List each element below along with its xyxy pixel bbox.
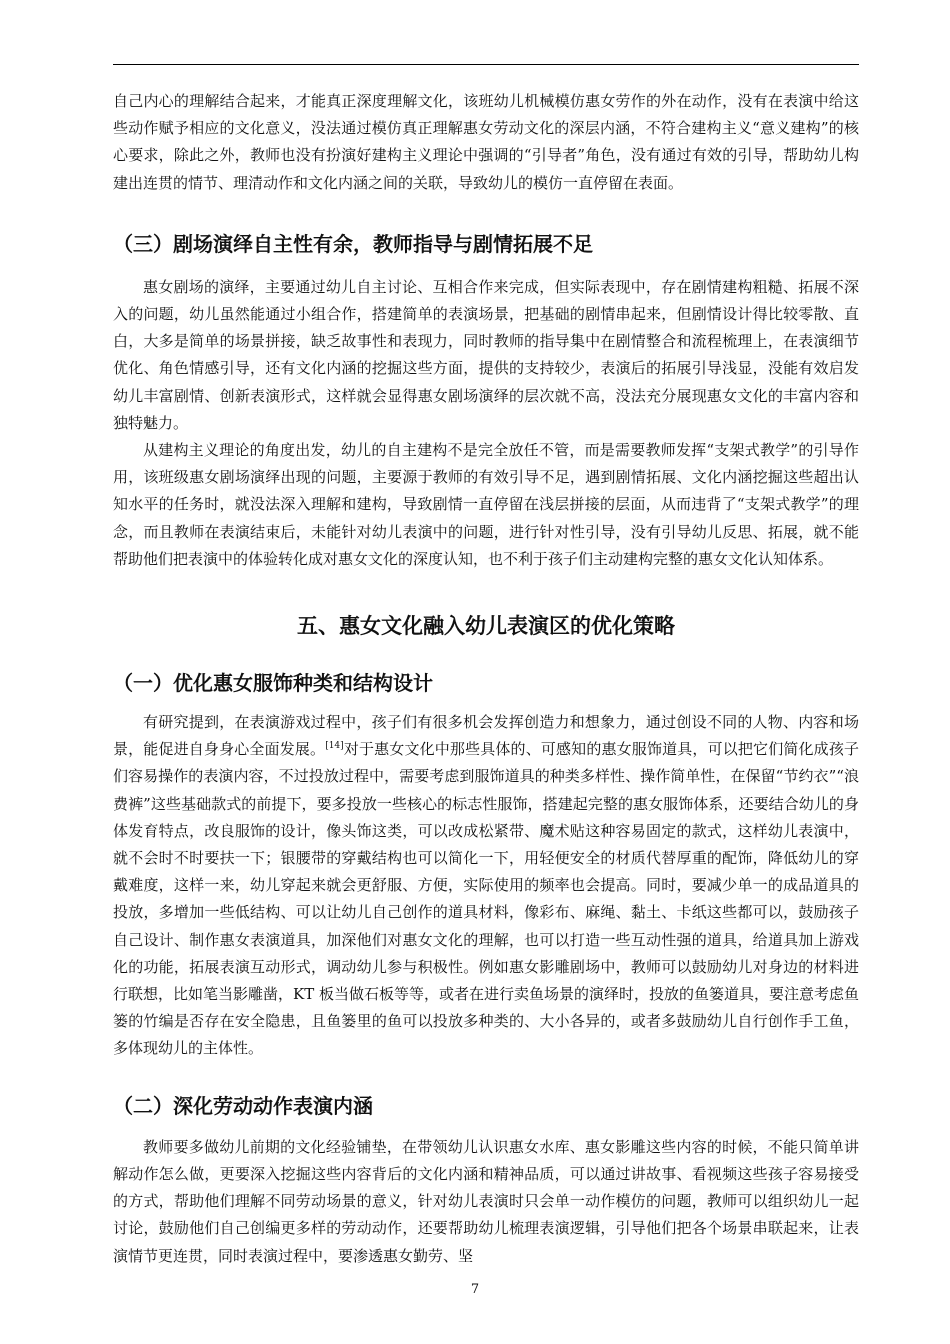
citation-marker: [14] bbox=[325, 741, 344, 752]
section-heading-five: 五、惠女文化融入幼儿表演区的优化策略 bbox=[297, 614, 675, 639]
paragraph-costume-body: 对于惠女文化中那些具体的、可感知的惠女服饰道具，可以把它们简化成孩子们容易操作的表演内容，不过投放过程中，需要考虑到服饰道具的种类多样性、操作简单性，在保留“节约衣”“浪费裤”这些基础款式的前提下，要多投放一些核心的标志性服饰，搭建起完整的惠女服饰体系，还要结合幼儿的身体发育特点，改良服饰的设计，像头饰这类，可以改成松紧带、魔术贴这种容易固定的款式，这样幼儿表演中，就不会时不时要扶一下；银腰带的穿戴结构也可以简化一下，用轻便安全的材质代替厚重的配饰，降低幼儿的穿戴难度，这样一来，幼儿穿起来就会更舒服、方便，实际使用的频率也会提高。同时，要减少单一的成品道具的投放，多增加一些低结构、可以让幼儿自己创作的道具材料，像彩布、麻绳、黏土、卡纸这些都可以，鼓励孩子自己设计、制作惠女表演道具，加深他们对惠女文化的理解，也可以打造一些互动性强的道具，给道具加上游戏化的功能，拓展表演互动形式，调动幼儿参与积极性。例如惠女影雕剧场中，教师可以鼓励幼儿对身边的材料进行联想，比如笔当影雕凿，KT 板当做石板等等，或者在进行卖鱼场景的演绎时，投放的鱼篓道具，要注意考虑鱼篓的竹编是否存在安全隐患，且鱼篓里的鱼可以投放多种类的、大小各异的，或者多鼓励幼儿自行创作手工鱼，多体现幼儿的主体性。 bbox=[113, 740, 859, 1058]
paragraph-continued: 自己内心的理解结合起来，才能真正深度理解文化，该班幼儿机械模仿惠女劳作的外在动作，没有在表演中给这些动作赋予相应的文化意义，没法通过模仿真正理解惠女劳动文化的深层内涵，不符合建构主义“意义建构”的核心要求，除此之外，教师也没有扮演好建构主义理论中强调的“引导者”角色，没有通过有效的引导，帮助幼儿构建出连贯的情节、理清动作和文化内涵之间的关联，导致幼儿的模仿一直停留在表面。 bbox=[113, 92, 859, 192]
paragraph-costume-design bbox=[113, 709, 859, 1063]
subsection-heading-one: （一）优化惠女服饰种类和结构设计 bbox=[113, 671, 433, 696]
paragraph-labor-actions: 教师要多做幼儿前期的文化经验铺垫，在带领幼儿认识惠女水库、惠女影雕这些内容的时候，不能只简单讲解动作怎么做，更要深入挖掘这些内容背后的文化内涵和精神品质，可以通过讲故事、看视频这些孩子容易接受的方式，帮助他们理解不同劳动场景的意义，针对幼儿表演时只会单一动作模仿的问题，教师可以组织幼儿一起讨论，鼓励他们自己创编更多样的劳动动作，还要帮助幼儿梳理表演逻辑，引导他们把各个场景串联起来，让表演情节更连贯，同时表演过程中，要渗透惠女勤劳、坚 bbox=[113, 1137, 859, 1265]
paragraph-theater-performance: 惠女剧场的演绎，主要通过幼儿自主讨论、互相合作来完成，但实际表现中，存在剧情建构粗糙、拓展不深入的问题，幼儿虽然能通过小组合作，搭建简单的表演场景，把基础的剧情串起来，但剧情设计得比较零散、直白，大多是简单的场景拼接，缺乏故事性和表现力，同时教师的指导集中在剧情整合和流程梳理上，在表演细节优化、角色情感引导，还有文化内涵的挖掘这些方面，提供的支持较少，表演后的拓展引导浅显，没能有效启发幼儿丰富剧情、创新表演形式，这样就会显得惠女剧场演绎的层次就不高，没法充分展现惠女文化的丰富内容和独特魅力。 bbox=[113, 277, 859, 432]
page-number: 7 bbox=[470, 1282, 480, 1297]
subsection-heading-two: （二）深化劳动动作表演内涵 bbox=[113, 1093, 373, 1118]
page-body bbox=[113, 88, 859, 1270]
paragraph-costume-intro: 有研究提到，在表演游戏过程中，孩子们有很多机会发挥创造力和想象力，通过创设不同的人物、内容和场景，能促进自身身心全面发展。 bbox=[113, 713, 859, 759]
header-rule bbox=[113, 64, 859, 65]
paragraph-constructivism-view: 从建构主义理论的角度出发，幼儿的自主建构不是完全放任不管，而是需要教师发挥“支架式教学”的引导作用，该班级惠女剧场演绎出现的问题，主要源于教师的有效引导不足，遇到剧情拓展、文化内涵挖掘这些超出认知水平的任务时，就没法深入理解和建构，导致剧情一直停留在浅层拼接的层面，从而违背了“支架式教学”的理念，而且教师在表演结束后，未能针对幼儿表演中的问题，进行针对性引导，没有引导幼儿反思、拓展，就不能帮助他们把表演中的体验转化成对惠女文化的深度认知，也不利于孩子们主动建构完整的惠女文化认知体系。 bbox=[113, 441, 859, 568]
subsection-heading-three: （三）剧场演绎自主性有余，教师指导与剧情拓展不足 bbox=[113, 231, 593, 256]
